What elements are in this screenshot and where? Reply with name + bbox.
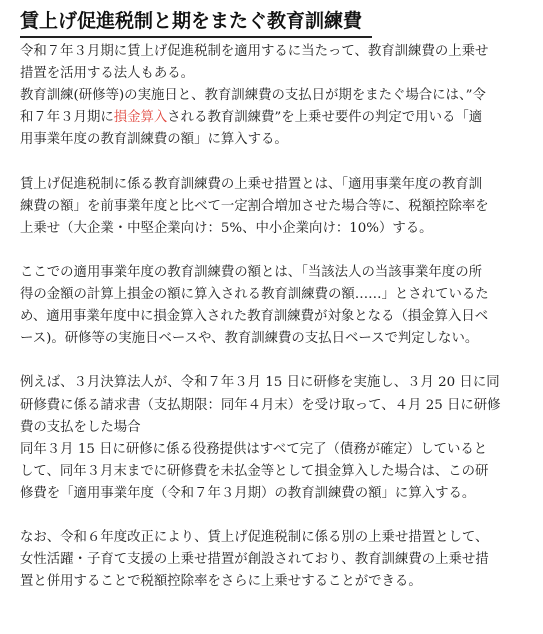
text-segment: 修費を「適用事業年度（令和７年３月期）の教育訓練費の額」に算入する。 <box>20 485 476 501</box>
text-segment: 練費の額」を前事業年度と比べて一定割合増加させた場合等に、税額控除率を <box>20 198 489 214</box>
article-body <box>20 41 523 593</box>
text-line <box>20 218 523 240</box>
paragraph <box>20 174 523 240</box>
text-line <box>20 417 523 439</box>
paragraph <box>20 372 523 505</box>
text-segment: め、適用事業年度中に損金算入された教育訓練費が対象となる（損金算入日ベ <box>20 309 489 325</box>
text-line <box>20 284 523 306</box>
text-segment: 置と併用することで税額控除率をさらに上乗せすることができる。 <box>20 574 422 590</box>
text-segment: ース)。研修等の実施日ベースや、教育訓練費の支払日ベースで判定しない。 <box>20 331 479 347</box>
text-segment: 費の支払をした場合 <box>20 419 141 435</box>
text-line <box>20 85 523 107</box>
text-line <box>20 483 523 505</box>
text-line <box>20 527 523 549</box>
text-line <box>20 328 523 350</box>
title-underline <box>20 36 372 38</box>
text-segment: 得の金額の計算上損金の額に算入される教育訓練費の額……」とされているた <box>20 287 489 303</box>
paragraph <box>20 262 523 350</box>
text-line <box>20 571 523 593</box>
article-title: 賃上げ促進税制と期をまたぐ教育訓練費 <box>20 10 363 32</box>
text-line <box>20 262 523 284</box>
text-segment: して、同年３月末までに研修費を未払金等として損金算入した場合は、この研 <box>20 463 489 479</box>
paragraph <box>20 527 523 593</box>
text-line <box>20 107 523 129</box>
text-segment: ここでの適用事業年度の教育訓練費の額とは、「当該法人の当該事業年度の所 <box>20 264 482 280</box>
text-line <box>20 63 523 85</box>
text-line <box>20 372 523 394</box>
highlighted-term: 損金算入 <box>113 110 168 126</box>
text-line <box>20 196 523 218</box>
title-block <box>20 8 520 38</box>
paragraph-gap <box>20 350 523 372</box>
text-segment: 措置を活用する法人もある。 <box>20 66 195 82</box>
text-line <box>20 395 523 417</box>
text-segment: 賃上げ促進税制に係る教育訓練費の上乗せ措置とは、「適用事業年度の教育訓 <box>20 176 482 192</box>
paragraph <box>20 41 523 151</box>
text-segment: 令和７年３月期に賃上げ促進税制を適用するに当たって、教育訓練費の上乗せ <box>20 44 489 59</box>
text-line <box>20 439 523 461</box>
text-segment: 同年３月 15 日に研修に係る役務提供はすべて完了（債務が確定）していると <box>20 441 488 457</box>
paragraph-gap <box>20 151 523 173</box>
text-segment: なお、令和６年度改正により、賃上げ促進税制に係る別の上乗せ措置として、 <box>20 530 489 546</box>
text-segment: 上乗せ（大企業・中堅企業向け：5%、中小企業向け：10%）する。 <box>20 220 433 236</box>
text-segment: 女性活躍・子育て支援の上乗せ措置が創設されており、教育訓練費の上乗せ措 <box>20 552 489 568</box>
text-line <box>20 129 523 151</box>
text-line <box>20 41 523 63</box>
text-segment: 研修費に係る請求書（支払期限：同年４月末）を受け取って、４月 25 日に研修 <box>20 397 501 413</box>
text-line <box>20 461 523 483</box>
text-line <box>20 174 523 196</box>
text-line <box>20 549 523 571</box>
text-segment: 例えば、３月決算法人が、令和７年３月 15 日に研修を実施し、３月 20 日に同 <box>20 375 500 391</box>
text-segment: される教育訓練費”を上乗せ要件の判定で用いる「適 <box>167 110 483 126</box>
text-segment: 用事業年度の教育訓練費の額」に算入する。 <box>20 132 288 148</box>
paragraph-gap <box>20 240 523 262</box>
text-line <box>20 306 523 328</box>
text-segment: 和７年３月期に <box>20 110 114 126</box>
text-segment: 教育訓練(研修等)の実施日と、教育訓練費の支払日が期をまたぐ場合には、”令 <box>20 88 486 104</box>
paragraph-gap <box>20 505 523 527</box>
